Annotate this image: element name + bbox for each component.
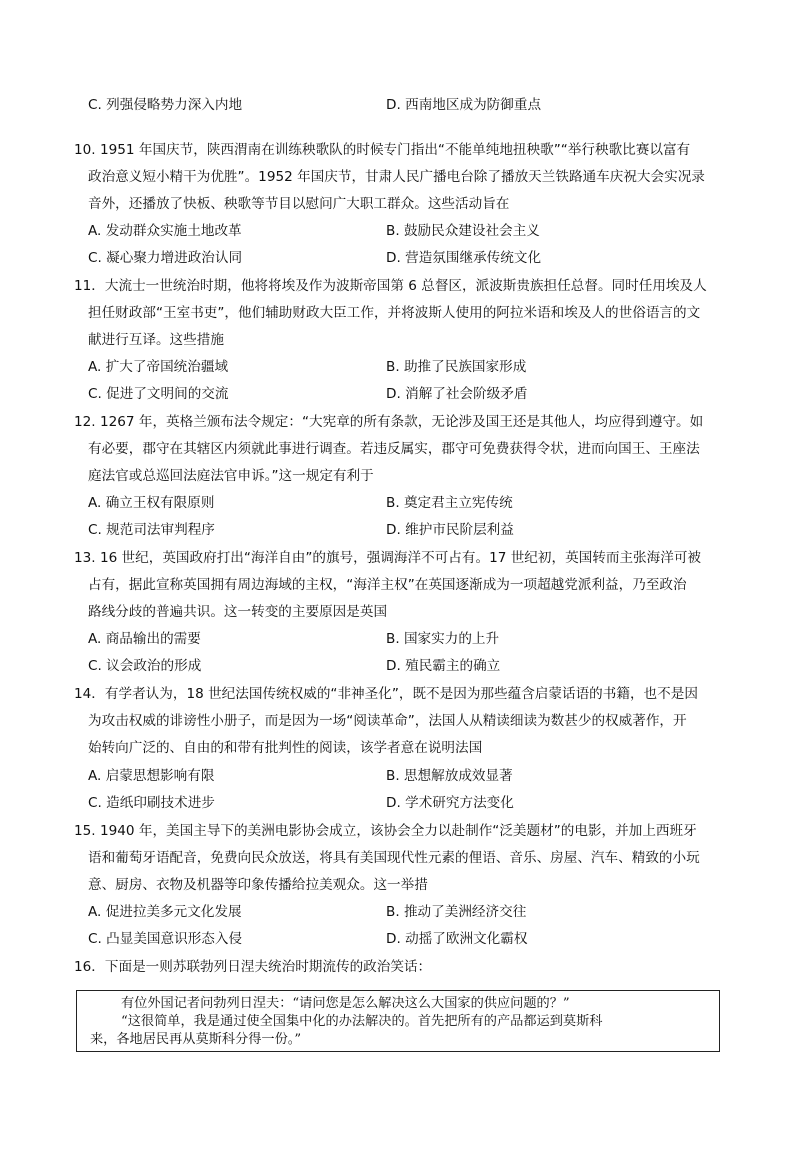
q9-option-c: C. 列强侵略势力深入内地 xyxy=(88,97,243,113)
q14-option-c: C. 造纸印刷技术进步 xyxy=(88,795,215,811)
q14-stem-line-2: 为攻击权威的诽谤性小册子，而是因为一场“阅读革命”，法国人从精读细读为数甚少的权威著作，开 xyxy=(88,713,687,729)
q9-option-d: D. 西南地区成为防御重点 xyxy=(386,97,542,113)
q12-option-d: D. 维护市民阶层利益 xyxy=(386,522,514,538)
q15-option-c: C. 凸显美国意识形态入侵 xyxy=(88,931,243,947)
q10-option-a: A. 发动群众实施土地改革 xyxy=(88,223,242,239)
q15-option-b: B. 推动了美洲经济交往 xyxy=(386,904,527,920)
q10-stem-line-3: 音外，还播放了快板、秧歌等节目以慰问广大职工群众。这些活动旨在 xyxy=(88,196,510,212)
q11-stem-line-2: 担任财政部“王室书吏”，他们辅助财政大臣工作，并将波斯人使用的阿拉米语和埃及人的世俗语言的文 xyxy=(88,305,701,321)
q14-stem-line-1: 14．有学者认为，18 世纪法国传统权威的“非神圣化”，既不是因为那些蕴含启蒙话语的书籍，也不是因 xyxy=(74,686,698,702)
q15-stem-line-1: 15. 1940 年，美国主导下的美洲电影协会成立，该协会全力以赴制作“泛美题材”的电影，并加上西班牙 xyxy=(74,823,697,839)
q10-stem-line-1: 10. 1951 年国庆节，陕西渭南在训练秧歌队的时候专门指出“不能单纯地扭秧歌”“举行秧歌比赛以富有 xyxy=(74,142,691,158)
q13-option-d: D. 殖民霸主的确立 xyxy=(386,658,501,674)
q15-stem-line-2: 语和葡萄牙语配音，免费向民众放送，将具有美国现代性元素的俚语、音乐、房屋、汽车、精致的小玩 xyxy=(88,850,700,866)
q16-quote-box xyxy=(76,990,720,1052)
q13-option-b: B. 国家实力的上升 xyxy=(386,631,500,647)
q12-stem-line-1: 12. 1267 年，英格兰颁布法令规定：“大宪章的所有条款，无论涉及国王还是其他人，均应得到遵守。如 xyxy=(74,414,704,430)
q10-option-c: C. 凝心聚力增进政治认同 xyxy=(88,250,243,266)
q12-option-b: B. 奠定君主立宪传统 xyxy=(386,495,513,511)
q13-stem-line-1: 13. 16 世纪，英国政府打出“海洋自由”的旗号，强调海洋不可占有。17 世纪初，英国转而主张海洋可被 xyxy=(74,550,702,566)
q12-stem-line-3: 庭法官或总巡回法庭法官申诉。”这一规定有利于 xyxy=(88,468,374,484)
q11-stem-line-3: 献进行互译。这些措施 xyxy=(88,332,224,348)
q10-stem-line-2: 政治意义短小精干为优胜”。1952 年国庆节，甘肃人民广播电台除了播放天兰铁路通车庆祝大会实况录 xyxy=(88,169,705,185)
q11-option-c: C. 促进了文明间的交流 xyxy=(88,386,229,402)
q16-quote-line-1: 有位外国记者问勃列日涅夫：“请问您是怎么解决这么大国家的供应问题的？” xyxy=(121,996,570,1011)
q13-stem-line-3: 路线分歧的普遍共识。这一转变的主要原因是英国 xyxy=(88,604,388,620)
q12-option-c: C. 规范司法审判程序 xyxy=(88,522,215,538)
q16-quote-line-3: 来，各地居民再从莫斯科分得一份。” xyxy=(90,1032,302,1047)
q15-option-a: A. 促进拉美多元文化发展 xyxy=(88,904,242,920)
q14-stem-line-3: 始转向广泛的、自由的和带有批判性的阅读，该学者意在说明法国 xyxy=(88,740,483,756)
q10-option-b: B. 鼓励民众建设社会主义 xyxy=(386,223,540,239)
q13-option-c: C. 议会政治的形成 xyxy=(88,658,202,674)
q16-stem: 16．下面是一则苏联勃列日涅夫统治时期流传的政治笑话： xyxy=(74,959,432,975)
q11-stem-line-1: 11．大流士一世统治时期，他将将埃及作为波斯帝国第 6 总督区，派波斯贵族担任总督。同时任用埃及人 xyxy=(74,278,707,294)
q14-option-b: B. 思想解放成效显著 xyxy=(386,768,513,784)
q13-option-a: A. 商品输出的需要 xyxy=(88,631,201,647)
q11-option-b: B. 助推了民族国家形成 xyxy=(386,359,527,375)
q13-stem-line-2: 占有，据此宣称英国拥有周边海域的主权，“海洋主权”在英国逐渐成为一项超越党派利益，乃至政治 xyxy=(88,577,687,593)
q10-option-d: D. 营造氛围继承传统文化 xyxy=(386,250,542,266)
q15-stem-line-3: 意、厨房、衣物及机器等印象传播给拉美观众。这一举措 xyxy=(88,877,428,893)
q12-option-a: A. 确立王权有限原则 xyxy=(88,495,215,511)
q14-option-d: D. 学术研究方法变化 xyxy=(386,795,514,811)
q16-quote-line-2: “这很简单，我是通过使全国集中化的办法解决的。首先把所有的产品都运到莫斯科 xyxy=(121,1014,603,1029)
q12-stem-line-2: 有必要，郡守在其辖区内须就此事进行调查。若违反属实，郡守可免费获得令状，进而向国王、王座法 xyxy=(88,441,700,457)
q11-option-a: A. 扩大了帝国统治疆域 xyxy=(88,359,229,375)
q15-option-d: D. 动摇了欧洲文化霸权 xyxy=(386,931,528,947)
q14-option-a: A. 启蒙思想影响有限 xyxy=(88,768,215,784)
q11-option-d: D. 消解了社会阶级矛盾 xyxy=(386,386,528,402)
